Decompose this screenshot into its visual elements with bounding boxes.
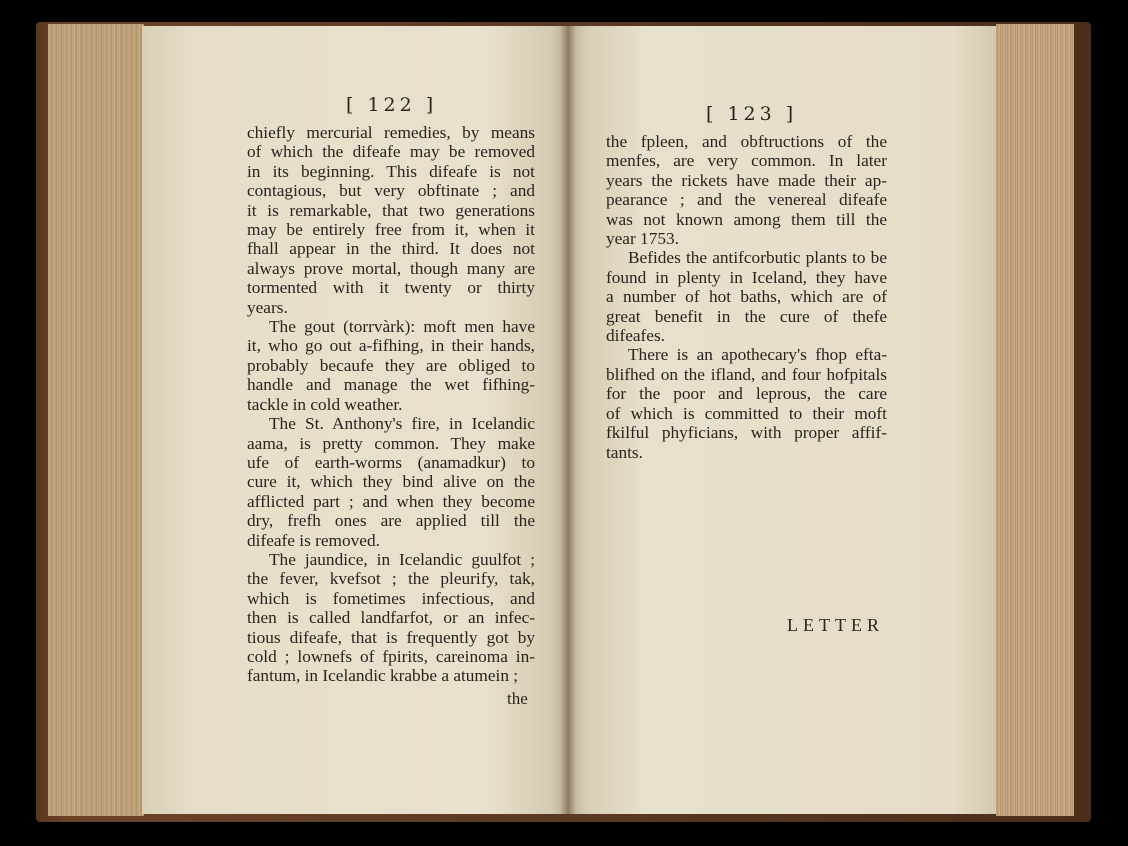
text-line: chiefly mercurial remedies, by means xyxy=(247,123,535,142)
text-line: of which the difeafe may be removed xyxy=(247,142,535,162)
text-line: fkilful phyficians, with proper affif- xyxy=(606,423,887,443)
text-line: tants. xyxy=(606,442,643,462)
text-line: it is remarkable, that two generations xyxy=(247,200,535,220)
text-line: for the poor and leprous, the care xyxy=(606,384,887,404)
text-line: afflicted part ; and when they become xyxy=(247,491,535,511)
text-line: tackle in cold weather. xyxy=(247,394,403,414)
text-line: dry, frefh ones are applied till the xyxy=(247,511,535,531)
page-edges-left xyxy=(48,24,144,816)
text-line: years the rickets have made their ap- xyxy=(606,170,887,190)
text-line: which is fometimes infectious, and xyxy=(247,588,535,608)
page-edges-right xyxy=(996,24,1074,816)
text-line: The gout (torrvàrk): moft men have xyxy=(269,317,535,337)
text-line: difeafe is removed. xyxy=(247,530,380,550)
text-line: The jaundice, in Icelandic guulfot ; xyxy=(269,549,535,569)
text-line: ufe of earth-worms (anamadkur) to xyxy=(247,452,535,472)
text-line: blifhed on the ifland, and four hofpitals xyxy=(606,364,887,384)
text-line: may be entirely free from it, when it xyxy=(247,220,535,240)
text-line: then is called landfarfot, or an infec- xyxy=(247,608,535,628)
text-line: cure it, which they bind alive on the xyxy=(247,472,535,492)
text-line: menfes, are very common. In later xyxy=(606,151,887,171)
text-line: of which is committed to their moft xyxy=(606,403,887,423)
text-line: Befides the antifcorbutic plants to be xyxy=(628,248,887,268)
catchword: the xyxy=(507,689,528,708)
text-line: found in plenty in Iceland, they have xyxy=(606,267,887,287)
text-line: years. xyxy=(247,297,288,317)
right-page-number: [ 123 ] xyxy=(706,103,798,125)
text-line: contagious, but very obftinate ; and xyxy=(247,181,535,201)
text-line: probably becaufe they are obliged to xyxy=(247,355,535,375)
text-line: difeafes. xyxy=(606,326,666,346)
next-section-heading: LETTER xyxy=(787,615,884,635)
text-line: the fever, kvefsot ; the pleurify, tak, xyxy=(247,569,535,589)
text-line: great benefit in the cure of thefe xyxy=(606,306,887,326)
text-line: always prove mortal, though many are xyxy=(247,258,535,278)
text-line: cold ; lownefs of fpirits, careinoma in- xyxy=(247,646,535,666)
left-page-number: [ 122 ] xyxy=(346,94,438,116)
text-line: tormented with it twenty or thirty xyxy=(247,278,535,298)
text-line: year 1753. xyxy=(606,229,679,249)
text-line: The St. Anthony's fire, in Icelandic xyxy=(269,414,535,434)
text-line: pearance ; and the venereal difeafe xyxy=(606,190,887,210)
text-line: There is an apothecary's fhop efta- xyxy=(628,345,887,365)
left-page-text xyxy=(247,123,535,686)
text-line: it, who go out a-fifhing, in their hands, xyxy=(247,336,535,356)
text-line: the fpleen, and obftructions of the xyxy=(606,132,887,151)
book-gutter xyxy=(560,26,576,814)
text-line: fantum, in Icelandic krabbe a atumein ; xyxy=(247,666,519,686)
right-page-text xyxy=(606,132,887,462)
text-line: in its beginning. This difeafe is not xyxy=(247,161,535,181)
text-line: was not known among them till the xyxy=(606,209,887,229)
text-line: fhall appear in the third. It does not xyxy=(247,239,535,259)
text-line: tious difeafe, that is frequently got by xyxy=(247,627,535,647)
text-line: aama, is pretty common. They make xyxy=(247,433,535,453)
text-line: handle and manage the wet fifhing- xyxy=(247,375,535,395)
text-line: a number of hot baths, which are of xyxy=(606,287,887,307)
